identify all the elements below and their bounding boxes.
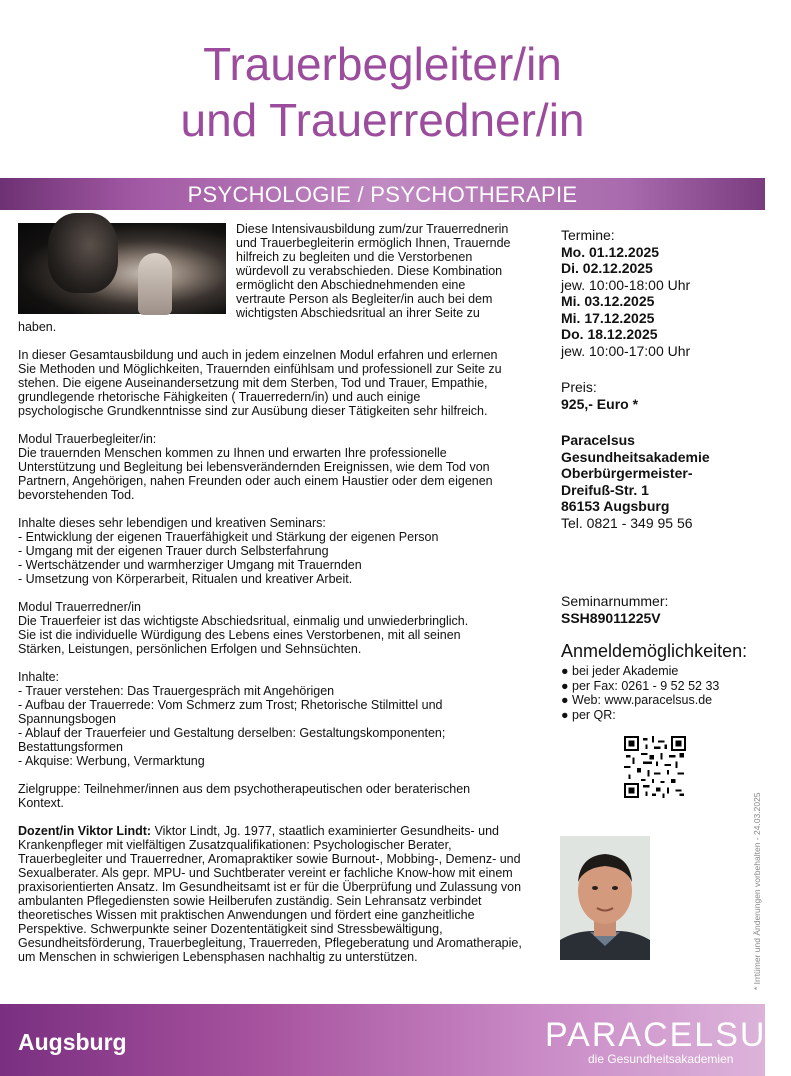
page-title <box>0 36 765 148</box>
praying-hands-photo <box>18 223 226 314</box>
dozent-portrait <box>560 836 650 960</box>
address-line-5: 86153 Augsburg <box>561 498 670 514</box>
paragraph-modul-trauerredner: Modul Trauerredner/in Die Trauerfeier ist das wichtigste Abschiedsritual, einmalig und unwiederbringlich. Sie ist die individuelle Würdigung des Lebens eines Verstorbenen, mit all seinen Stärken, Leistungen, persönlichen Erfolgen und Sehnsüchten. <box>18 600 469 656</box>
logo-subtitle: die Gesundheitsakademien <box>588 1052 734 1066</box>
qr-code[interactable] <box>624 736 686 798</box>
title-line-1: Trauerbegleiter/in <box>203 38 562 90</box>
phone: Tel. 0821 - 349 95 56 <box>561 514 693 531</box>
date-5: Do. 18.12.2025 <box>561 326 658 342</box>
seminar-number: SSH89011225V <box>561 609 661 626</box>
footer-city: Augsburg <box>18 1029 127 1055</box>
intro-text: Diese Intensivausbildung zum/zur Trauerrednerin und Trauerbegleiterin ermöglich Ihnen, Trauernde hilfreich zu begleiten und die Verstorbenen würdevoll zu verabschieden. Diese Kombination ermöglicht den Abschiednehmenden eine vertraute Person als Begleiter/in auch bei dem wichtigsten Abschiedsritual an ihrer Seite zu <box>236 222 511 320</box>
anmeldung-web[interactable]: ● Web: www.paracelsus.de <box>561 693 713 707</box>
paragraph-inhalte: Inhalte: - Trauer verstehen: Das Trauergespräch mit Angehörigen - Aufbau der Trauerrede: Vom Schmerz zum Trost; Rhetorische Stilmittel und Spannungsbogen - Ablauf der Trauerfeier und Gestaltung derselben: Gestaltungskomponenten; Bestattungsformen - Akquise: Werbung, Vermarktung <box>18 670 446 768</box>
title-line-2: und Trauerredner/in <box>180 94 585 146</box>
paragraph-inhalte-seminar: Inhalte dieses sehr lebendigen und kreativen Seminars: - Entwicklung der eigenen Trauerfähigkeit und Stärkung der eigenen Person - Umgang mit der eigenen Trauer durch Selbsterfahrung - Wertschätzender und warmherziger Umgang mit Trauernden - Umsetzung von Körperarbeit, Ritualen und kreativer Arbeit. <box>18 516 439 586</box>
time-2: jew. 10:00-17:00 Uhr <box>561 342 691 359</box>
seminar-label: Seminarnummer: <box>561 593 669 609</box>
dozent-label: Dozent/in Viktor Lindt: <box>18 824 152 838</box>
address-line-4: Dreifuß-Str. 1 <box>561 481 649 498</box>
date-2: Di. 02.12.2025 <box>561 260 653 276</box>
paragraph-zielgruppe: Zielgruppe: Teilnehmer/innen aus dem psychotherapeutischen oder beraterischen Kontext. <box>18 782 471 810</box>
sidebar-info <box>561 227 761 722</box>
termine-label: Termine: <box>561 227 615 243</box>
main-content <box>18 222 536 978</box>
preis-value: 925,- Euro * <box>561 395 639 412</box>
paragraph-dozent: Dozent/in Viktor Lindt: Viktor Lindt, Jg. 1977, staatlich examinierter Gesundheits- und Krankenpfleger mit vielfältigen Zusatzqualifikationen: Psychologischer Berater, Trauerbegleiter und Trauerredner, Aromapraktiker sowie Burnout-, Mobbing-, Demenz- und Sexualberater. Als gepr. MPU- und Suchtberater vereint er fachliche Know-how mit einem praxisorientierten Ansatz. Im Gesundheitsamt ist er für die Überprüfung und Zulassung von ambulanten Pflegediensten sowie Heilberufen zuständig. Sein Lehransatz verbindet theoretisches Wissen mit praktischen Anwendungen und fördert eine ganzheitliche Perspektive. Schwerpunkte seiner Dozententätigkeit sind Stressbewältigung, Gesundheitsförderung, Trauerbegleitung, Trauerreden, Pflegeberatung und Aromatherapie, um Menschen in schwierigen Lebensphasen nachhaltig zu unterstützen. <box>18 824 522 964</box>
date-3: Mi. 03.12.2025 <box>561 293 655 309</box>
time-1: jew. 10:00-18:00 Uhr <box>561 276 691 293</box>
date-4: Mi. 17.12.2025 <box>561 309 655 326</box>
address-line-2: Gesundheitsakademie <box>561 448 710 465</box>
preis-label: Preis: <box>561 379 597 395</box>
anmeldung-qr: ● per QR: <box>561 707 616 722</box>
paracelsus-logo: PARACELSUS <box>545 1016 791 1054</box>
address-line-1: Paracelsus <box>561 432 635 448</box>
paragraph-gesamt: In dieser Gesamtausbildung und auch in jedem einzelnen Modul erfahren und erlernen Sie Methoden und Möglichkeiten, Trauernden einfühlsam und professionell zur Seite zu stehen. Die eigene Auseinandersetzung mit dem Sterben, Tod und Trauer, Empathie, grundlegende rhetorische Fähigkeiten ( Trauerredern/in) und auch einige psychologische Grundkenntnisse sind zur Ausübung dieser Tätigkeiten sehr hilfreich. <box>18 348 502 418</box>
date-1: Mo. 01.12.2025 <box>561 243 660 260</box>
anmeldung-fax: ● per Fax: 0261 - 9 52 52 33 <box>561 678 720 693</box>
paragraph-modul-trauerbegleiter: Modul Trauerbegleiter/in: Die trauernden Menschen kommen zu Ihnen und erwarten Ihre professionelle Unterstützung und Begleitung bei lebensverändernden Ereignissen, wie dem Tod von Partnern, Angehörigen, nahen Freunden oder auch einem Haustier oder dem eigenen bevorstehenden Tod. <box>18 432 493 502</box>
anmeldung-akademie: ● bei jeder Akademie <box>561 664 679 678</box>
address-line-3: Oberbürgermeister- <box>561 465 693 481</box>
disclaimer-note: * Irrtümer und Änderungen vorbehalten - 24.03.2025 <box>752 792 762 990</box>
anmeldung-title: Anmeldemöglichkeiten: <box>561 641 748 661</box>
category-banner: PSYCHOLOGIE / PSYCHOTHERAPIE <box>0 178 765 210</box>
intro-tail: haben. <box>18 320 57 334</box>
